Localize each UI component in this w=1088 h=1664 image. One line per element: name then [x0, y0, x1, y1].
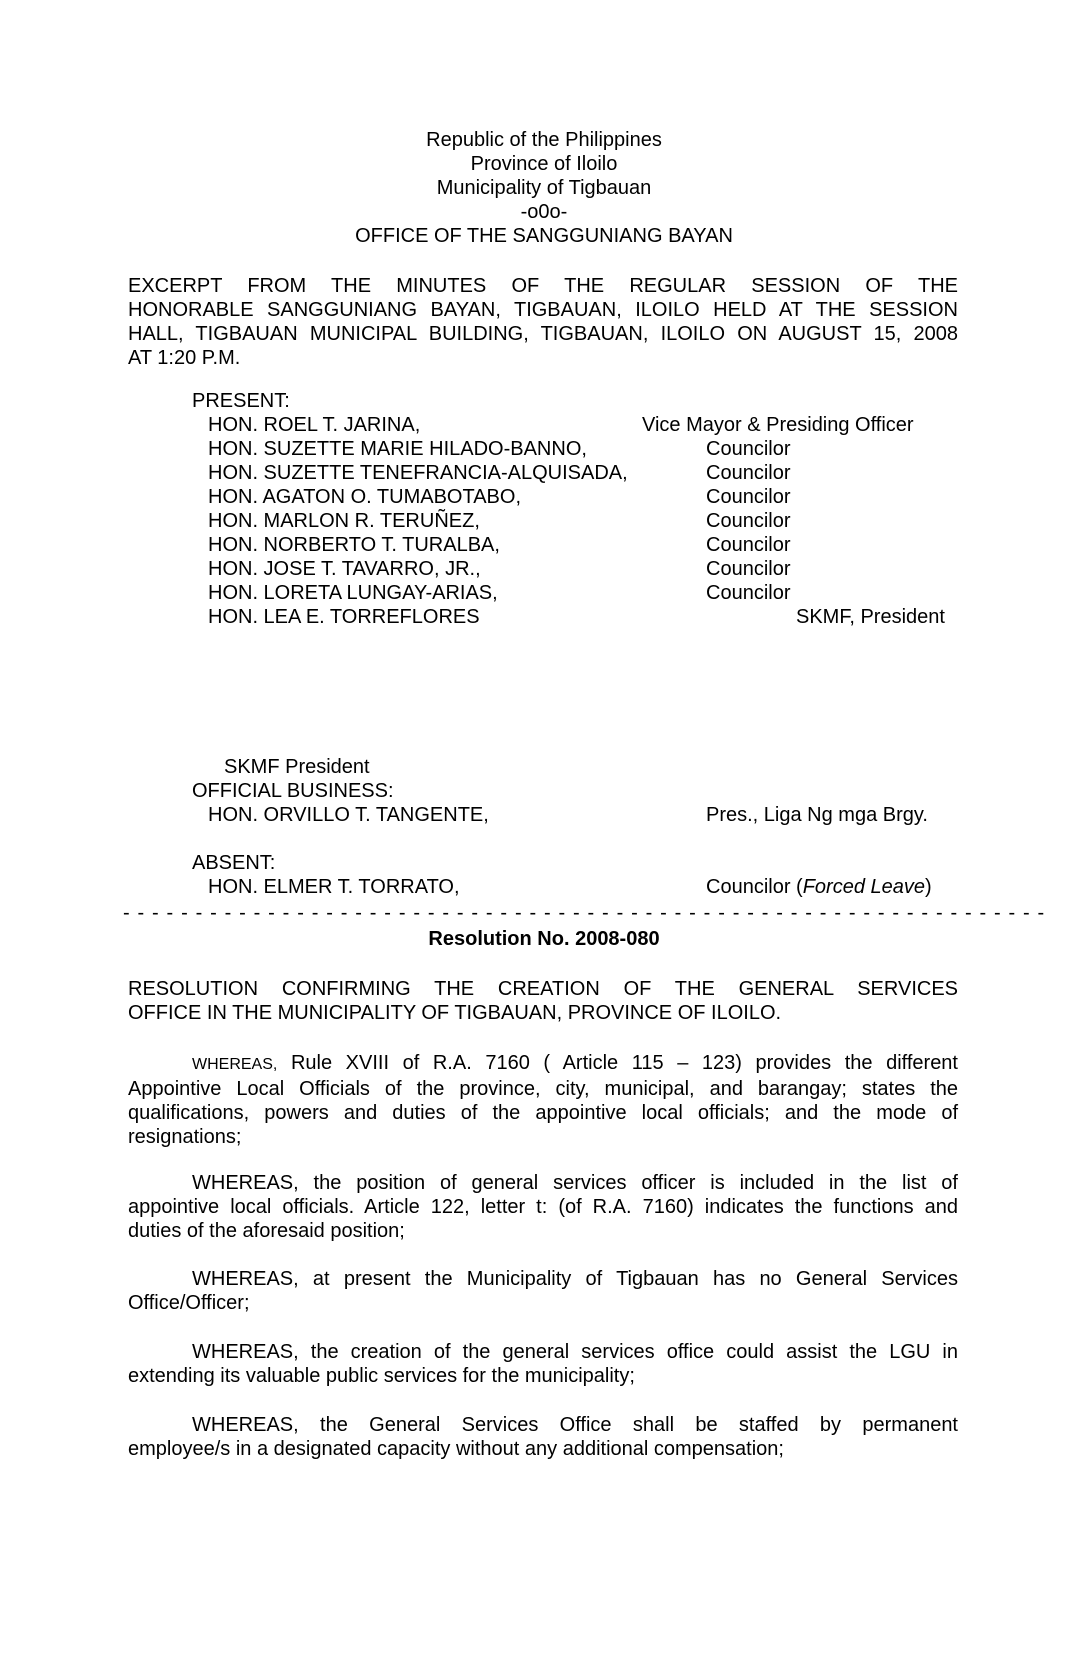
absent-role-italic: Forced Leave [802, 876, 925, 898]
member-name: HON. MARLON R. TERUÑEZ, [208, 510, 480, 532]
official-business-label: OFFICIAL BUSINESS: [192, 780, 394, 802]
whereas-line: appointive local officials. Article 122, letter t: (of R.A. 7160) indicates the functions and [128, 1196, 958, 1218]
excerpt-line: EXCERPT FROM THE MINUTES OF THE REGULAR SESSION OF THE [128, 275, 958, 297]
absent-role-suffix: ) [925, 876, 932, 898]
member-name: HON. JOSE T. TAVARRO, JR., [208, 558, 481, 580]
whereas-line [128, 1051, 958, 1077]
resolution-title [128, 977, 958, 1025]
whereas-line: employee/s in a designated capacity without any additional compensation; [128, 1438, 784, 1460]
whereas-paragraph [128, 1413, 958, 1461]
dashed-divider: - - - - - - - - - - - - - - - - - - - - - - - - - - - - - - - - - - - - - - - - - - - - - - - - - - - - - - - - - - - - - - - - [123, 902, 1046, 924]
skmf-note: SKMF President [224, 756, 370, 778]
absent-label: ABSENT: [192, 852, 276, 874]
official-business-role: Pres., Liga Ng mga Brgy. [706, 804, 928, 826]
present-label: PRESENT: [192, 390, 290, 412]
header-municipality: Municipality of Tigbauan [436, 177, 652, 199]
whereas-line [128, 1340, 958, 1364]
header-province: Province of Iloilo [470, 153, 618, 175]
whereas-lead: WHEREAS, [192, 1056, 278, 1073]
whereas-lead: WHEREAS, [192, 1341, 299, 1363]
whereas-lead: WHEREAS, [192, 1172, 299, 1194]
member-name: HON. AGATON O. TUMABOTABO, [208, 486, 522, 508]
whereas-paragraph [128, 1267, 958, 1315]
member-name: HON. LORETA LUNGAY-ARIAS, [208, 582, 498, 604]
member-name: HON. ROEL T. JARINA, [208, 414, 421, 436]
whereas-paragraph [128, 1340, 958, 1388]
absent-role-prefix: Councilor ( [706, 876, 803, 898]
member-name: HON. LEA E. TORREFLORES [208, 606, 480, 628]
absent-role [706, 875, 932, 899]
member-role: Councilor [706, 510, 791, 532]
official-business-name: HON. ORVILLO T. TANGENTE, [208, 804, 489, 826]
member-role: SKMF, President [796, 606, 945, 628]
member-name: HON. NORBERTO T. TURALBA, [208, 534, 500, 556]
whereas-text: at present the Municipality of Tigbauan has no General Services [312, 1268, 958, 1290]
whereas-lead: WHEREAS, [192, 1268, 299, 1290]
header-republic: Republic of the Philippines [426, 129, 662, 151]
header-office: OFFICE OF THE SANGGUNIANG BAYAN [355, 225, 733, 247]
header-separator: -o0o- [520, 201, 568, 223]
member-name: HON. SUZETTE TENEFRANCIA-ALQUISADA, [208, 462, 628, 484]
whereas-line: Appointive Local Officials of the province, city, municipal, and barangay; states the [128, 1078, 958, 1100]
whereas-line: duties of the aforesaid position; [128, 1220, 405, 1242]
member-role: Councilor [706, 582, 791, 604]
whereas-line [128, 1171, 958, 1195]
member-name: HON. SUZETTE MARIE HILADO-BANNO, [208, 438, 587, 460]
member-role: Councilor [706, 486, 791, 508]
resolution-title-line: RESOLUTION CONFIRMING THE CREATION OF THE GENERAL SERVICES [128, 978, 958, 1000]
whereas-text: the position of general services officer is included in the list of [313, 1172, 958, 1194]
excerpt-line: AT 1:20 P.M. [128, 347, 241, 369]
resolution-number: Resolution No. 2008-080 [428, 928, 660, 950]
whereas-line [128, 1267, 958, 1291]
whereas-paragraph [128, 1051, 958, 1149]
excerpt-line: HONORABLE SANGGUNIANG BAYAN, TIGBAUAN, ILOILO HELD AT THE SESSION [128, 299, 958, 321]
member-role: Councilor [706, 558, 791, 580]
member-role: Councilor [706, 438, 791, 460]
whereas-text: Rule XVIII of R.A. 7160 ( Article 115 – 123) provides the different [290, 1052, 958, 1074]
member-role: Vice Mayor & Presiding Officer [642, 414, 914, 436]
whereas-line [128, 1413, 958, 1437]
whereas-line: Office/Officer; [128, 1292, 250, 1314]
whereas-line: resignations; [128, 1126, 242, 1148]
excerpt-block [128, 274, 958, 370]
absent-name: HON. ELMER T. TORRATO, [208, 876, 460, 898]
excerpt-line: HALL, TIGBAUAN MUNICIPAL BUILDING, TIGBAUAN, ILOILO ON AUGUST 15, 2008 [128, 323, 958, 345]
whereas-line: extending its valuable public services for the municipality; [128, 1365, 635, 1387]
whereas-text: the creation of the general services office could assist the LGU in [310, 1341, 958, 1363]
whereas-paragraph [128, 1171, 958, 1243]
whereas-lead: WHEREAS, [192, 1414, 299, 1436]
resolution-title-line: OFFICE IN THE MUNICIPALITY OF TIGBAUAN, PROVINCE OF ILOILO. [128, 1002, 782, 1024]
whereas-text: the General Services Office shall be staffed by permanent [320, 1414, 958, 1436]
whereas-line: qualifications, powers and duties of the appointive local officials; and the mode of [128, 1102, 958, 1124]
member-role: Councilor [706, 534, 791, 556]
member-role: Councilor [706, 462, 791, 484]
